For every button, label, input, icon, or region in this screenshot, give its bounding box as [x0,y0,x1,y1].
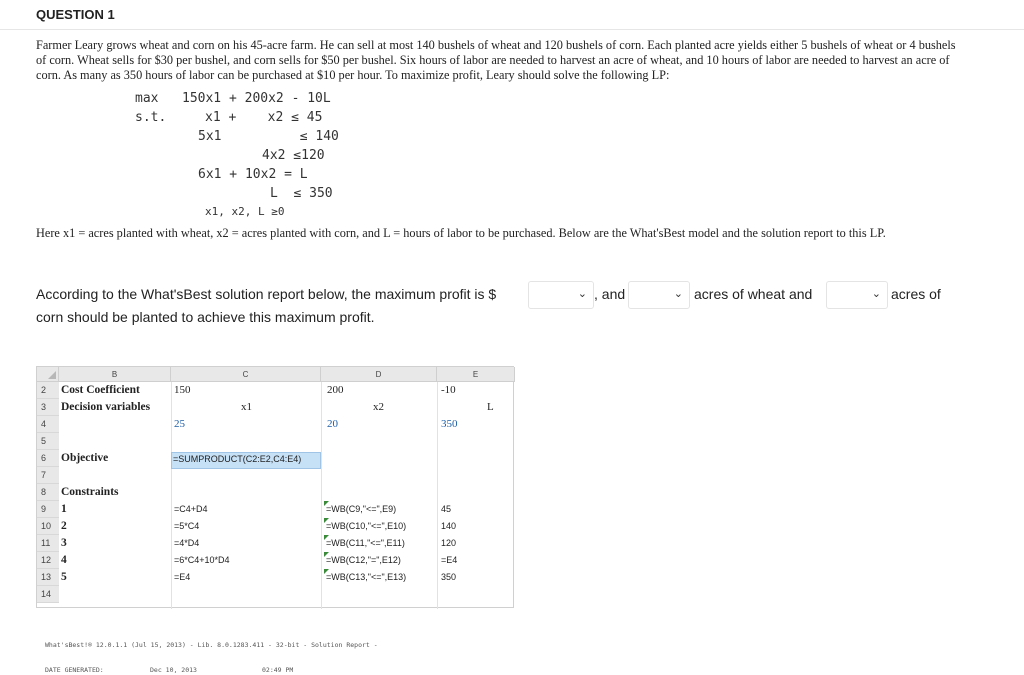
constraint-rhs[interactable]: 350 [441,572,457,582]
x2-value-cell[interactable]: 20 [327,418,338,430]
question-part-3: acres of wheat and [694,286,813,302]
row-header[interactable]: 12 [37,552,59,569]
time-generated-value: 02:49 PM [262,666,294,674]
date-generated-value: Dec 10, 2013 [150,666,197,674]
constraint-number[interactable]: 2 [61,520,67,532]
constraint-lhs-formula[interactable]: =C4+D4 [174,504,208,514]
lp-constraint-5: L ≤ 350 [270,186,333,201]
lp-constraint-4: 6x1 + 10x2 = L [198,167,308,182]
cost-l-cell[interactable]: -10 [441,384,456,396]
question-header [0,0,1024,30]
solution-report-header: What'sBest!® 12.0.1.1 (Jul 15, 2013) - Lib. 8.0.1283.411 - 32-bit - Solution Report - [45,641,378,649]
x1-value-cell[interactable]: 25 [174,418,185,430]
row-header[interactable]: 6 [37,450,59,467]
constraint-rhs[interactable]: 140 [441,521,457,531]
constraint-wb-formula[interactable]: =WB(C12,"=",E12) [324,552,401,569]
chevron-down-icon: ⌄ [577,287,587,300]
row-header[interactable]: 5 [37,433,59,450]
cost-x2-cell[interactable]: 200 [327,384,344,396]
constraint-lhs-formula[interactable]: =5*C4 [174,521,200,531]
constraint-lhs-formula[interactable]: =4*D4 [174,538,200,548]
row-header[interactable]: 9 [37,501,59,518]
row-header[interactable]: 2 [37,382,59,399]
objective-label[interactable]: Objective [61,452,109,464]
constraint-wb-formula[interactable]: =WB(C11,"<=",E11) [324,535,405,552]
row-header[interactable]: 8 [37,484,59,501]
column-header-c[interactable]: C [171,367,321,382]
var-x1-label[interactable]: x1 [241,401,252,413]
var-l-label[interactable]: L [487,401,494,413]
constraint-lhs-formula[interactable]: =E4 [174,572,191,582]
constraint-lhs-formula[interactable]: =6*C4+10*D4 [174,555,230,565]
constraint-wb-formula[interactable]: =WB(C13,"<=",E13) [324,569,406,586]
row-header[interactable]: 3 [37,399,59,416]
lp-constraint-3: 4x2 ≤120 [262,148,325,163]
constraint-rhs[interactable]: 120 [441,538,457,548]
row-header[interactable]: 4 [37,416,59,433]
var-x2-label[interactable]: x2 [373,401,384,413]
whatsbest-spreadsheet [36,366,514,608]
cost-coefficient-label[interactable]: Cost Coefficient [61,384,140,396]
select-all-corner[interactable] [37,367,59,382]
date-generated-label: DATE GENERATED: [45,666,104,674]
constraint-rhs[interactable]: 45 [441,504,452,514]
constraint-number[interactable]: 5 [61,571,67,583]
variable-definitions: Here x1 = acres planted with wheat, x2 = acres planted with corn, and L = hours of labor to be purchased. Below are the What'sBest model and the solution report to this LP. [36,226,886,240]
chevron-down-icon: ⌄ [871,287,881,300]
lp-st-keyword: s.t. [135,110,167,125]
constraint-number[interactable]: 1 [61,503,67,515]
l-value-cell[interactable]: 350 [441,418,458,430]
lp-constraint-1: x1 + x2 ≤ 45 [205,110,323,125]
column-header-e[interactable]: E [437,367,515,382]
question-title: QUESTION 1 [36,7,115,22]
constraint-wb-formula[interactable]: =WB(C9,"<=",E9) [324,501,396,518]
lp-nonnegativity: x1, x2, L ≥0 [205,205,285,218]
constraint-rhs[interactable]: =E4 [441,555,458,565]
question-part-5: corn should be planted to achieve this maximum profit. [36,309,375,325]
constraint-number[interactable]: 4 [61,554,67,566]
constraint-wb-formula[interactable]: =WB(C10,"<=",E10) [324,518,406,535]
corn-acres-dropdown[interactable] [826,281,888,309]
cost-x1-cell[interactable]: 150 [174,384,191,396]
column-header-d[interactable]: D [321,367,437,382]
row-header[interactable]: 13 [37,569,59,586]
constraints-label[interactable]: Constraints [61,486,119,498]
problem-text: Farmer Leary grows wheat and corn on his 45-acre farm. He can sell at most 140 bushels of wheat and 120 bushels of corn. Each planted acre yields either 5 bushels of wheat or 4 bushels of corn. Wheat sells for $30 per bushel, and corn sells for $50 per bushel. Six hours of labor are needed to harvest an acre of wheat, and 10 hours of labor are needed to harvest an acre of corn. As many as 350 hours of labor can be purchased at $10 per hour. To maximize profit, Leary should solve the following LP: [36,38,956,82]
row-header[interactable]: 7 [37,467,59,484]
question-part-4: acres of [891,286,941,302]
constraint-number[interactable]: 3 [61,537,67,549]
column-header-b[interactable]: B [59,367,171,382]
profit-dropdown[interactable] [528,281,594,309]
lp-constraint-2: 5x1 ≤ 140 [198,129,339,144]
decision-variables-label[interactable]: Decision variables [61,401,151,413]
question-part-1: According to the What'sBest solution report below, the maximum profit is $ [36,286,497,302]
wheat-acres-dropdown[interactable] [628,281,690,309]
objective-formula[interactable]: =SUMPRODUCT(C2:E2,C4:E4) [173,454,302,464]
lp-objective: 150x1 + 200x2 - 10L [182,91,331,106]
lp-max-keyword: max [135,91,159,106]
chevron-down-icon: ⌄ [673,287,683,300]
row-header[interactable]: 10 [37,518,59,535]
question-part-2: , and [594,286,626,302]
row-header[interactable]: 11 [37,535,59,552]
row-header[interactable]: 14 [37,586,59,603]
